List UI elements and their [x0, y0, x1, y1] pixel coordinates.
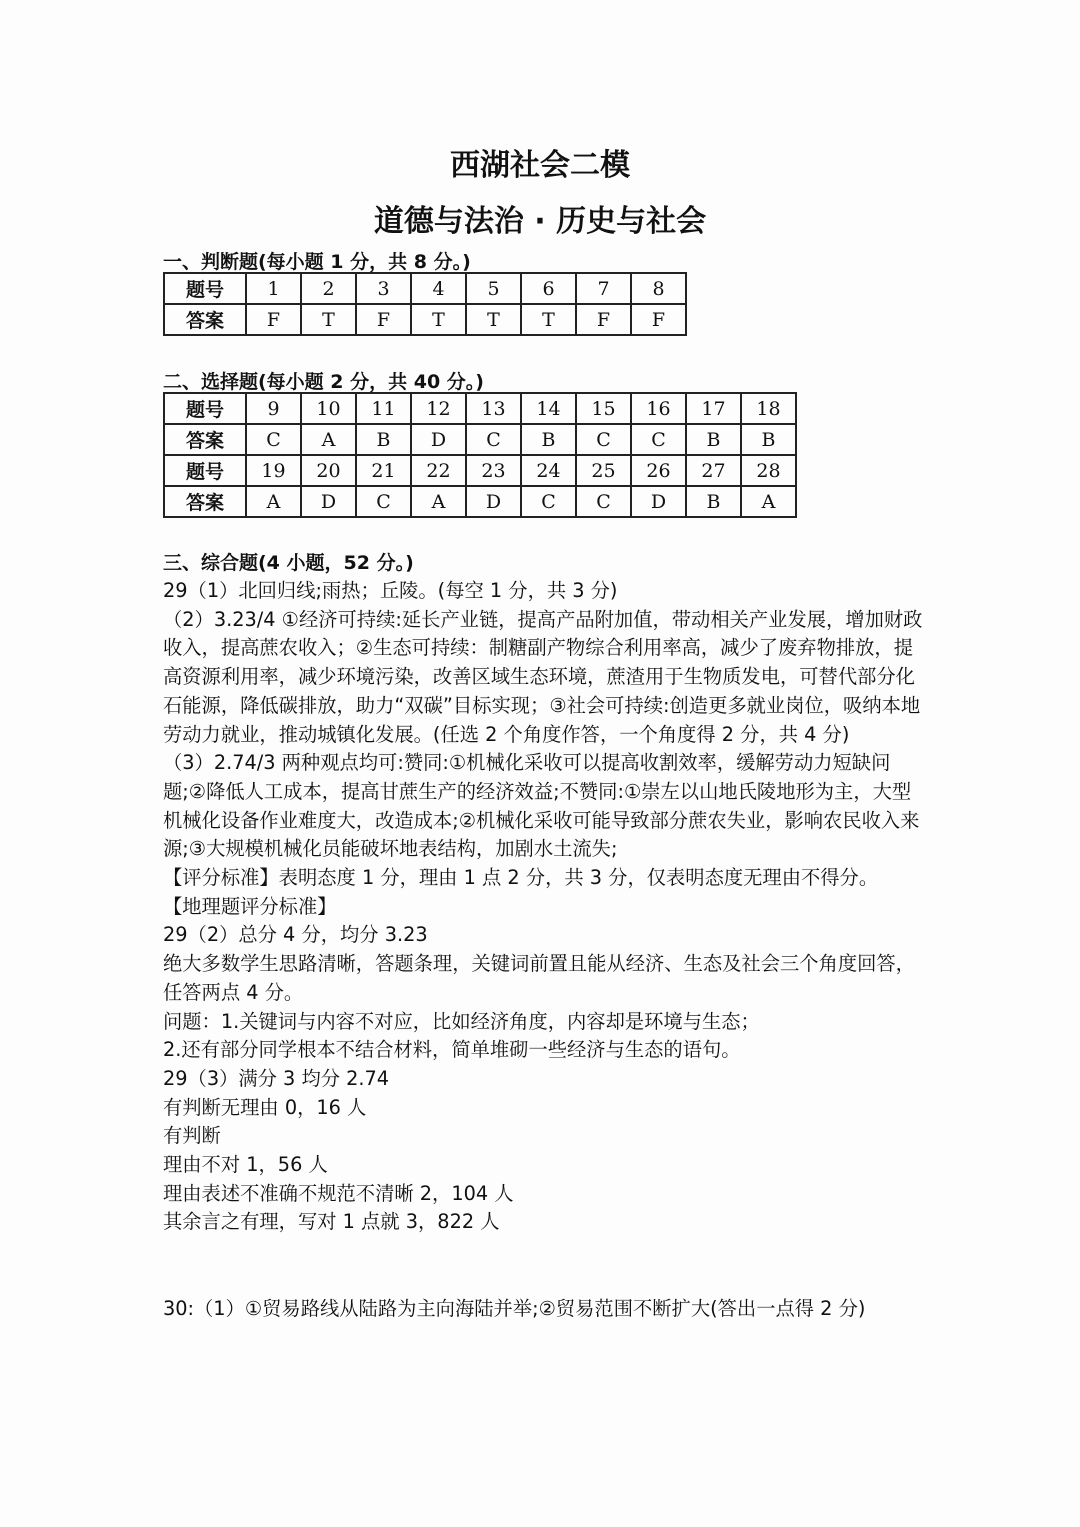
table-cell: 3	[356, 273, 411, 304]
table-cell: F	[631, 304, 686, 335]
table-cell: F	[246, 304, 301, 335]
section1-heading: 一、判断题(每小题 1 分，共 8 分。)	[163, 251, 471, 273]
table-row	[164, 304, 686, 335]
table-cell: D	[301, 486, 356, 517]
table-cell: 27	[686, 455, 741, 486]
table-cell: B	[686, 486, 741, 517]
table-cell: D	[466, 486, 521, 517]
page-title: 西湖社会二模	[450, 148, 630, 183]
table-cell: 16	[631, 393, 686, 424]
table-cell: 14	[521, 393, 576, 424]
table-cell: 13	[466, 393, 521, 424]
q29-2-answer: （2）3.23/4 ①经济可持续:延长产业链，提高产品附加值，带动相关产业发展，增加财政收入，提高蔗农收入；②生态可持续：制糖副产物综合利用率高，减少了废弃物排放，提高资源利用率，减少环境污染，改善区域生态环境，蔗渣用于生物质发电，可替代部分化石能源，降低碳排放，助力“双碳”目标实现；③社会可持续:创造更多就业岗位，吸纳本地劳动力就业，推动城镇化发展。(任选 2 个角度作答，一个角度得 2 分，共 4 分)	[163, 607, 923, 746]
section3-heading: 三、综合题(4 小题，52 分。)	[163, 552, 414, 574]
table-cell: B	[356, 424, 411, 455]
section3-body	[163, 577, 923, 1324]
table-cell: A	[741, 486, 796, 517]
table-cell: 6	[521, 273, 576, 304]
table-cell: 题号	[164, 393, 246, 424]
table-cell: 25	[576, 455, 631, 486]
table-cell: 答案	[164, 486, 246, 517]
table-cell: C	[521, 486, 576, 517]
table-cell: 18	[741, 393, 796, 424]
table-cell: C	[576, 486, 631, 517]
table-cell: T	[521, 304, 576, 335]
table-cell: A	[301, 424, 356, 455]
q29-3-stats: 29（3）满分 3 均分 2.74	[163, 1066, 390, 1090]
table-cell: B	[686, 424, 741, 455]
truefalse-answer-table	[163, 272, 687, 336]
stat-line: 理由表述不准确不规范不清晰 2，104 人	[163, 1181, 514, 1205]
table-cell: 7	[576, 273, 631, 304]
table-cell: 答案	[164, 304, 246, 335]
table-cell: C	[466, 424, 521, 455]
q29-2-stats: 29（2）总分 4 分，均分 3.23	[163, 923, 428, 947]
table-cell: C	[246, 424, 301, 455]
table-cell: 12	[411, 393, 466, 424]
table-row	[164, 424, 796, 455]
scoring-standard: 【评分标准】表明态度 1 分，理由 1 点 2 分，共 3 分，仅表明态度无理由不得分。	[163, 866, 879, 890]
stat-line: 有判断无理由 0，16 人	[163, 1095, 367, 1119]
table-cell: C	[576, 424, 631, 455]
table-cell: 23	[466, 455, 521, 486]
table-row	[164, 273, 686, 304]
stat-line: 其余言之有理，写对 1 点就 3，822 人	[163, 1210, 500, 1234]
table-cell: D	[411, 424, 466, 455]
table-cell: 19	[246, 455, 301, 486]
geography-scoring-heading: 【地理题评分标准】	[163, 894, 337, 918]
table-cell: C	[356, 486, 411, 517]
q29-3-answer: （3）2.74/3 两种观点均可:赞同:①机械化采收可以提高收割效率，缓解劳动力短缺问题;②降低人工成本，提高甘蔗生产的经济效益;不赞同:①崇左以山地氏陵地形为主，大型机械化设备作业难度大，改造成本;②机械化采收可能导致部分蔗农失业，影响农民收入来源;③大规模机械化员能破坏地表结构，加剧水土流失;	[163, 751, 920, 861]
table-cell: 答案	[164, 424, 246, 455]
table-cell: 8	[631, 273, 686, 304]
table-cell: 22	[411, 455, 466, 486]
table-cell: T	[301, 304, 356, 335]
table-cell: 题号	[164, 455, 246, 486]
table-cell: C	[631, 424, 686, 455]
page-subtitle: 道德与法治 · 历史与社会	[373, 204, 707, 239]
table-row	[164, 393, 796, 424]
table-cell: 21	[356, 455, 411, 486]
table-cell: D	[631, 486, 686, 517]
table-cell: 10	[301, 393, 356, 424]
table-row	[164, 486, 796, 517]
table-cell: T	[411, 304, 466, 335]
table-cell: 11	[356, 393, 411, 424]
stat-line: 理由不对 1，56 人	[163, 1153, 328, 1177]
table-cell: 2	[301, 273, 356, 304]
q30-1-answer: 30:（1）①贸易路线从陆路为主向海陆并举;②贸易范围不断扩大(答出一点得 2 分)	[163, 1297, 866, 1321]
table-cell: A	[246, 486, 301, 517]
q29-1-answer: 29（1）北回归线;雨热；丘陵。(每空 1 分，共 3 分)	[163, 579, 618, 602]
table-cell: 17	[686, 393, 741, 424]
table-cell: 1	[246, 273, 301, 304]
table-cell: A	[411, 486, 466, 517]
table-cell: 28	[741, 455, 796, 486]
table-cell: 4	[411, 273, 466, 304]
table-row	[164, 455, 796, 486]
table-cell: 题号	[164, 273, 246, 304]
table-cell: 15	[576, 393, 631, 424]
table-cell: B	[741, 424, 796, 455]
problem-2: 2.还有部分同学根本不结合材料，简单堆砌一些经济与生态的语句。	[163, 1038, 741, 1062]
table-cell: F	[356, 304, 411, 335]
section2-heading: 二、选择题(每小题 2 分，共 40 分。)	[163, 371, 484, 393]
table-cell: 20	[301, 455, 356, 486]
table-cell: F	[576, 304, 631, 335]
choice-answer-table	[163, 392, 797, 518]
stat-line: 有判断	[163, 1124, 221, 1148]
table-cell: 24	[521, 455, 576, 486]
q29-2-comment: 绝大多数学生思路清晰，答题条理，关键词前置且能从经济、生态及社会三个角度回答，任答两点 4 分。	[163, 952, 915, 1004]
table-cell: 26	[631, 455, 686, 486]
table-cell: T	[466, 304, 521, 335]
table-cell: B	[521, 424, 576, 455]
table-cell: 5	[466, 273, 521, 304]
table-cell: 9	[246, 393, 301, 424]
problem-1: 问题：1.关键词与内容不对应，比如经济角度，内容却是环境与生态；	[163, 1009, 760, 1033]
